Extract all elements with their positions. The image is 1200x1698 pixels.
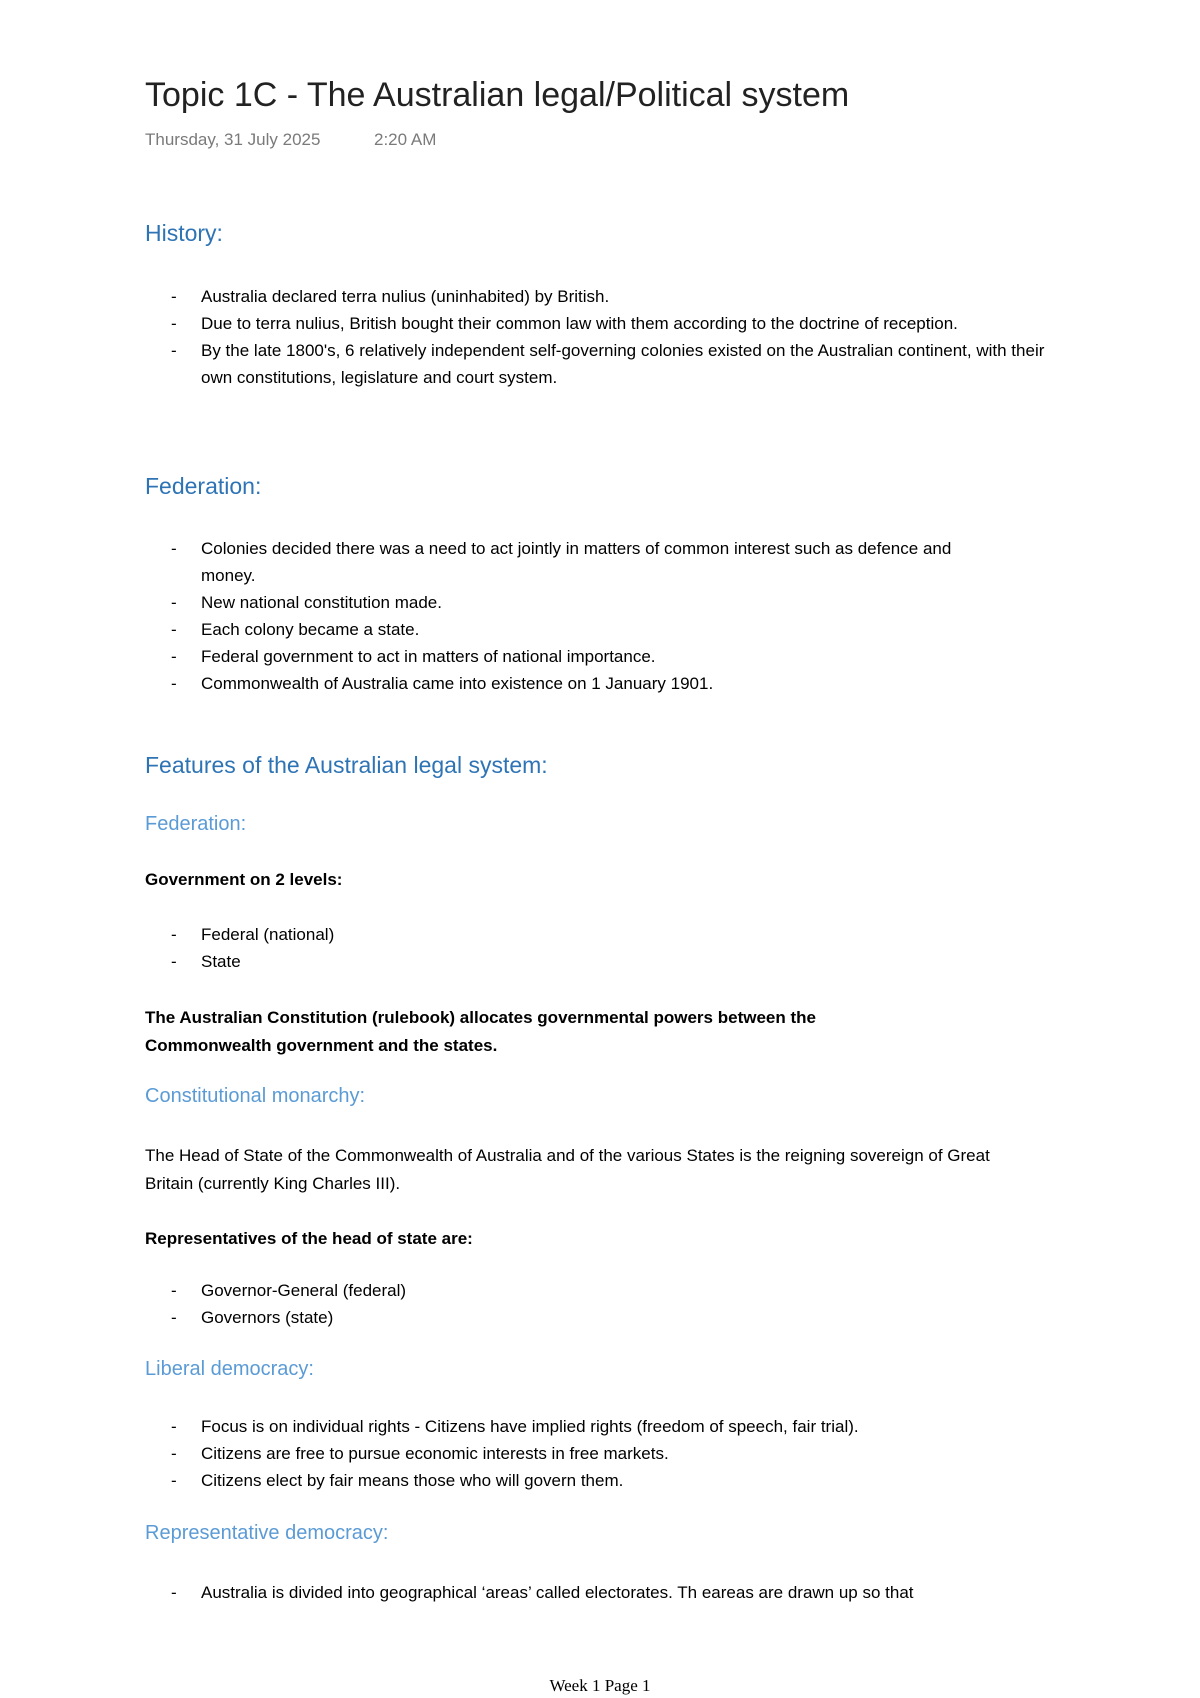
list-item: - State <box>145 948 1065 975</box>
list-item: - Citizens are free to pursue economic interests in free markets. <box>145 1440 1065 1467</box>
note-time: 2:20 AM <box>374 130 437 149</box>
list-item: - Colonies decided there was a need to act jointly in matters of common interest such as defence and money. <box>145 535 1065 589</box>
list-item: - New national constitution made. <box>145 589 1065 616</box>
liberal-democracy-heading: Liberal democracy: <box>145 1358 314 1380</box>
list-item: - Australia declared terra nulius (uninhabited) by British. <box>145 283 1065 310</box>
list-item: - By the late 1800's, 6 relatively independent self-governing colonies existed on the Australian continent, with their own constitutions, legislature and court system. <box>145 337 1065 391</box>
representative-democracy-heading: Representative democracy: <box>145 1522 389 1544</box>
list-item: - Each colony became a state. <box>145 616 1065 643</box>
representative-democracy-list <box>145 1579 1065 1606</box>
list-item: - Commonwealth of Australia came into existence on 1 January 1901. <box>145 670 1065 697</box>
monarchy-heading: Constitutional monarchy: <box>145 1085 366 1107</box>
list-item: - Governor-General (federal) <box>145 1277 1065 1304</box>
federation-heading: Federation: <box>145 473 262 499</box>
page-title: Topic 1C - The Australian legal/Political system <box>145 76 850 114</box>
list-item: - Australia is divided into geographical ‘areas’ called electorates. Th eareas are drawn up so that <box>145 1579 1065 1606</box>
constitution-note: The Australian Constitution (rulebook) allocates governmental powers between the Commonwealth government and the states. <box>145 1008 816 1055</box>
list-item: - Federal (national) <box>145 921 1065 948</box>
list-item: - Citizens elect by fair means those who will govern them. <box>145 1467 1065 1494</box>
representatives-label: Representatives of the head of state are: <box>145 1229 473 1248</box>
history-list <box>145 283 1065 391</box>
history-heading: History: <box>145 220 223 246</box>
note-date: Thursday, 31 July 2025 <box>145 130 321 149</box>
list-item: - Governors (state) <box>145 1304 1065 1331</box>
government-levels-label: Government on 2 levels: <box>145 870 343 889</box>
representatives-list <box>145 1277 1065 1331</box>
features-heading: Features of the Australian legal system: <box>145 752 548 778</box>
federation-list <box>145 535 1065 697</box>
page-footer: Week 1 Page 1 <box>549 1676 651 1695</box>
features-federation-heading: Federation: <box>145 813 247 835</box>
liberal-democracy-list <box>145 1413 1065 1494</box>
list-item: - Federal government to act in matters of national importance. <box>145 643 1065 670</box>
list-item: - Focus is on individual rights - Citizens have implied rights (freedom of speech, fair trial). <box>145 1413 1065 1440</box>
list-item: - Due to terra nulius, British bought their common law with them according to the doctrine of reception. <box>145 310 1065 337</box>
monarchy-text: The Head of State of the Commonwealth of Australia and of the various States is the reigning sovereign of Great Britain (currently King Charles III). <box>145 1146 990 1193</box>
government-levels-list <box>145 921 1065 975</box>
